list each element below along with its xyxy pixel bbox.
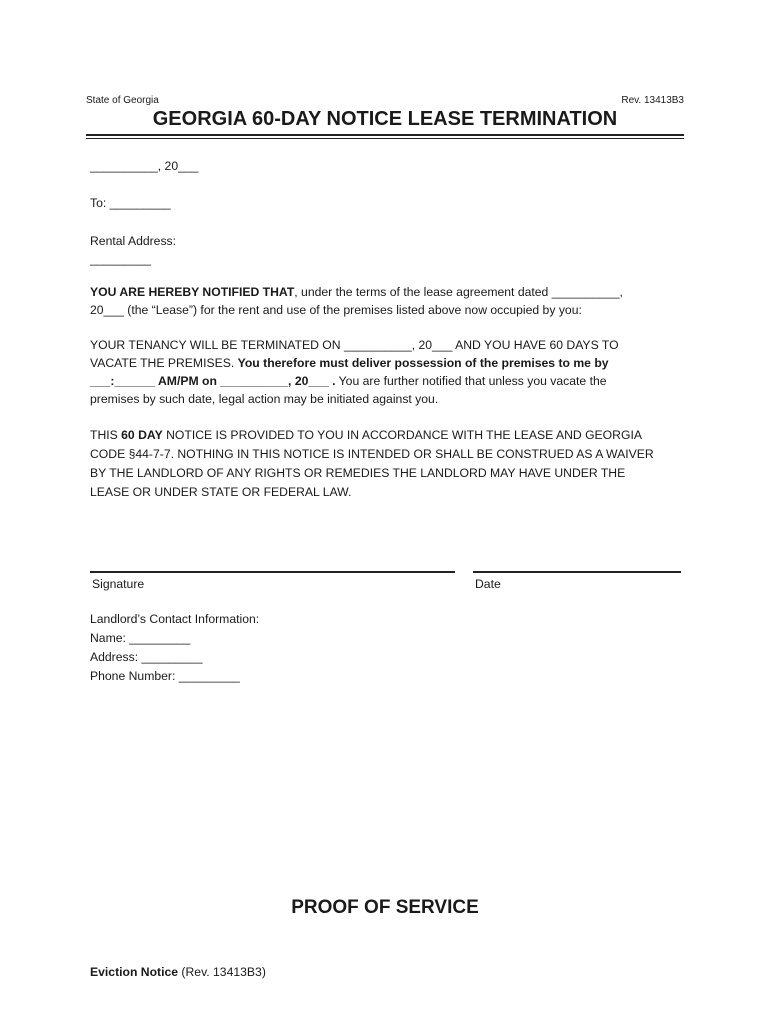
revision-label: Rev. 13413B3: [621, 95, 684, 106]
state-label: State of Georgia: [86, 95, 159, 106]
notice-paragraph: [90, 283, 680, 319]
tenancy-line-3-bold: ___:______ AM/PM on __________, 20___ .: [90, 374, 336, 388]
legal-line-1-a: THIS: [90, 428, 122, 442]
signature-label: Signature: [92, 577, 145, 591]
tenancy-line-2-bold: You therefore must deliver possession of the premises to me by: [237, 356, 609, 370]
proof-of-service-title: PROOF OF SERVICE: [291, 897, 479, 918]
tenancy-line-2-normal: VACATE THE PREMISES.: [90, 356, 238, 370]
contact-address: Address: _________: [90, 650, 203, 664]
tenancy-line-1: YOUR TENANCY WILL BE TERMINATED ON __________, 20___ AND YOU HAVE 60 DAYS TO: [90, 338, 619, 352]
notice-line-1-rest: , under the terms of the lease agreement dated __________,: [294, 285, 623, 299]
tenancy-line-4: premises by such date, legal action may be initiated against you.: [90, 392, 439, 406]
legal-paragraph: [90, 426, 680, 502]
footer-bold: Eviction Notice: [90, 965, 179, 979]
legal-line-3: BY THE LANDLORD OF ANY RIGHTS OR REMEDIES THE LANDLORD MAY HAVE UNDER THE: [90, 466, 626, 480]
date-label: Date: [475, 577, 501, 591]
date-line: __________, 20___: [90, 159, 199, 173]
rental-address-value: _________: [90, 252, 152, 266]
legal-line-1: [90, 426, 680, 445]
title-rule: [86, 134, 684, 136]
tenancy-line-3: [90, 372, 680, 390]
to-line: To: _________: [90, 196, 171, 210]
footer: [90, 963, 266, 981]
legal-line-2: CODE §44-7-7. NOTHING IN THIS NOTICE IS INTENDED OR SHALL BE CONSTRUED AS A WAIVER: [90, 447, 654, 461]
signature-line: [90, 571, 455, 573]
rental-address-label: Rental Address:: [90, 234, 177, 248]
document-title: GEORGIA 60-DAY NOTICE LEASE TERMINATION: [152, 108, 618, 130]
contact-name: Name: _________: [90, 631, 191, 645]
tenancy-line-2: [90, 354, 680, 372]
notice-line-2: 20___ (the “Lease”) for the rent and use of the premises listed above now occupied by you:: [90, 303, 582, 317]
footer-rest: (Rev. 13413B3): [178, 965, 266, 979]
tenancy-line-3-normal: You are further notified that unless you vacate the: [335, 374, 607, 388]
tenancy-paragraph: [90, 336, 680, 408]
contact-heading: Landlord’s Contact Information:: [90, 612, 260, 626]
legal-line-1-b: NOTICE IS PROVIDED TO YOU IN ACCORDANCE WITH THE LEASE AND GEORGIA: [162, 428, 642, 442]
legal-line-4: LEASE OR UNDER STATE OR FEDERAL LAW.: [90, 485, 352, 499]
contact-phone: Phone Number: _________: [90, 669, 240, 683]
notice-lead: YOU ARE HEREBY NOTIFIED THAT: [90, 285, 295, 299]
legal-line-1-bold: 60 DAY: [121, 428, 163, 442]
notice-line-1: [90, 283, 680, 301]
title-rule-thin: [86, 138, 684, 139]
date-signature-line: [473, 571, 681, 573]
